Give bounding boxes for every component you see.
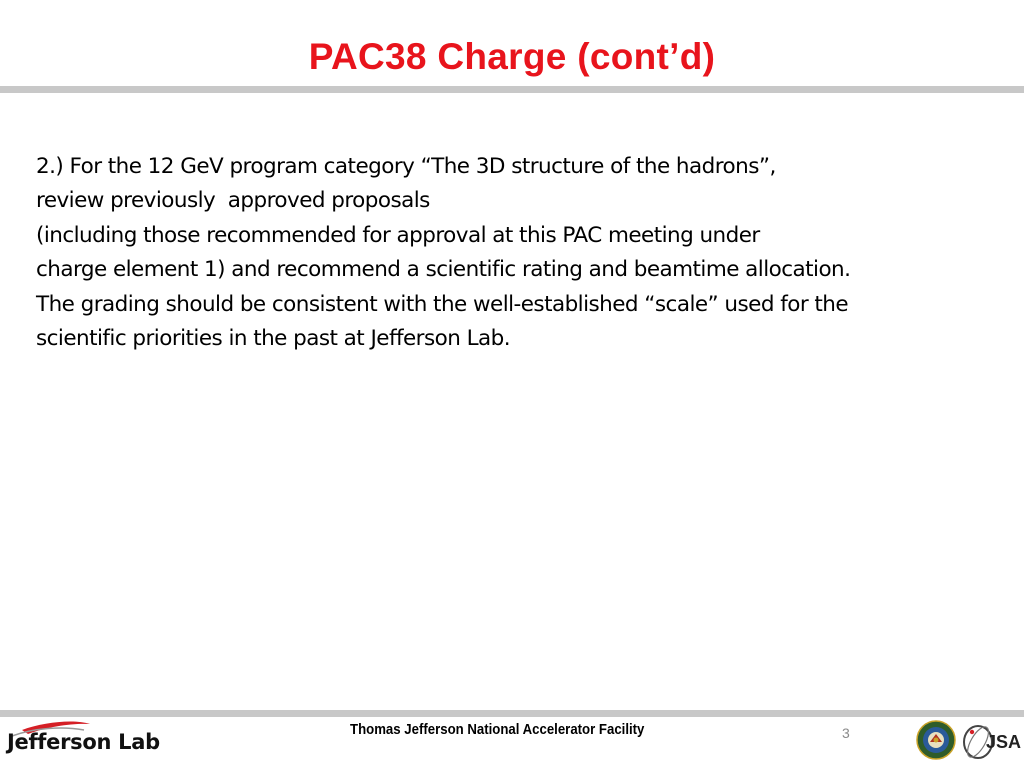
- body-line: scientific priorities in the past at Jefferson Lab.: [36, 326, 510, 352]
- jsa-logo-text: JSA: [986, 732, 1022, 752]
- body-line: charge element 1) and recommend a scientific rating and beamtime allocation.: [36, 257, 851, 283]
- footer-divider: [0, 710, 1024, 717]
- doe-seal-icon: [916, 720, 956, 760]
- body-line: (including those recommended for approval at this PAC meeting under: [36, 222, 760, 248]
- footer-institution: Thomas Jefferson National Accelerator Facility: [350, 721, 645, 738]
- jsa-logo-icon: [960, 718, 1022, 764]
- jefferson-lab-logo: Jefferson Lab: [7, 730, 160, 754]
- page-number: 3: [842, 725, 850, 741]
- body-line: 2.) For the 12 GeV program category “The 3D structure of the hadrons”,: [36, 154, 776, 179]
- header-divider: [0, 86, 1024, 93]
- body-line: review previously approved proposals: [36, 188, 430, 214]
- body-line: The grading should be consistent with the well-established “scale” used for the: [36, 291, 849, 317]
- slide-body: [36, 150, 996, 356]
- slide-title: PAC38 Charge (cont’d): [308, 36, 716, 77]
